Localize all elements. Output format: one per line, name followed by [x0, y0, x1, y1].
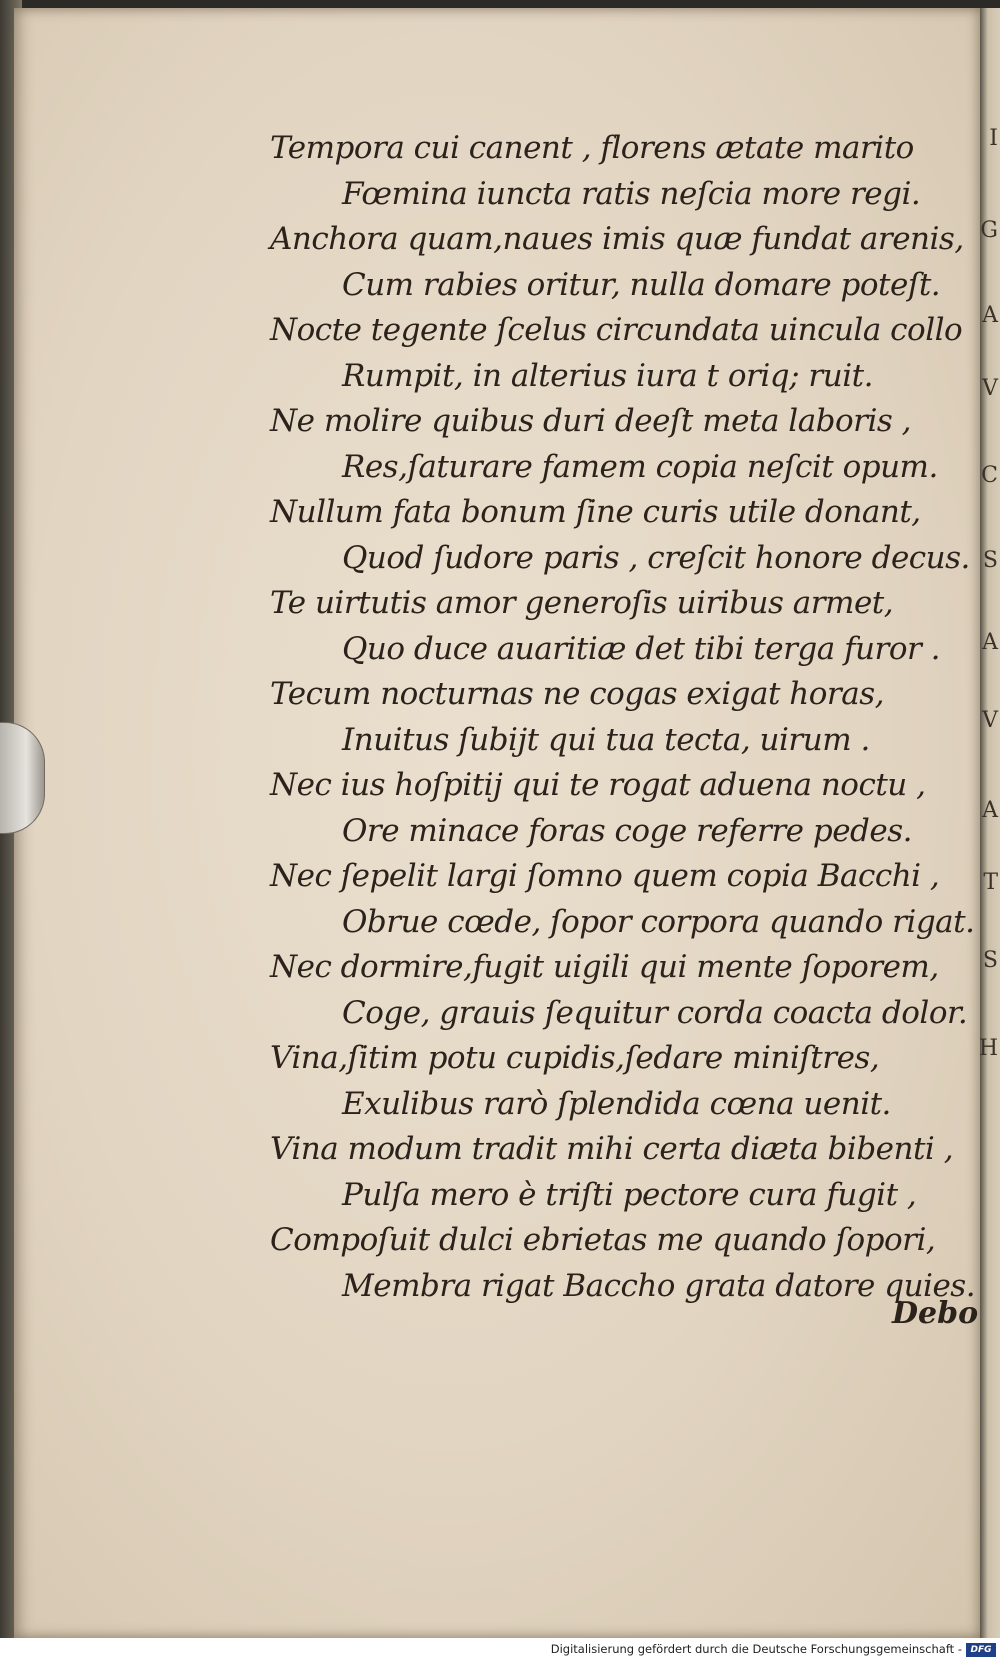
verse-line: Membra rigat Baccho grata datore quies.	[342, 1267, 976, 1304]
verse-line: Anchora quam,naues imis quæ fundat arenis,	[270, 221, 964, 257]
verse-line: Inuitus ſubijt qui tua tecta, uirum .	[342, 721, 870, 758]
verse-line: Ore minace foras coge referre pedes.	[342, 812, 912, 849]
verse-line: Tempora cui canent , florens ætate marito	[270, 130, 914, 166]
facing-page-letter: A	[982, 303, 998, 328]
verse-line: Nec ius hoſpitij qui te rogat aduena noctu ,	[270, 767, 926, 803]
verse-line: Quo duce auaritiæ det tibi terga furor .	[342, 630, 941, 667]
verse-line: Quod ſudore paris , creſcit honore decus.	[342, 539, 970, 576]
verse-line: Cum rabies oritur, nulla domare poteſt.	[342, 266, 941, 303]
verse-line: Nocte tegente ſcelus circundata uincula collo	[270, 312, 963, 348]
facing-page-edge	[980, 8, 1000, 1638]
poem-text	[270, 126, 976, 1309]
book-page	[14, 8, 980, 1638]
facing-page-letter: C	[981, 463, 998, 488]
verse-line: Ne molire quibus duri deeſt meta laboris ,	[270, 403, 912, 439]
verse-line: Res,ſaturare famem copia neſcit opum.	[342, 448, 938, 485]
verse-line: Tecum nocturnas ne cogas exigat horas,	[270, 676, 884, 712]
verse-line: Te uirtutis amor generoſis uiribus armet,	[270, 585, 894, 621]
catchword: Debo	[892, 1296, 979, 1331]
verse-line: Nec ſepelit largi ſomno quem copia Bacchi ,	[270, 858, 940, 894]
facing-page-letter: S	[982, 948, 998, 973]
facing-page-letter: I	[989, 126, 998, 151]
funding-credit: Digitalisierung gefördert durch die Deutsche Forschungsgemeinschaft -	[550, 1642, 962, 1656]
facing-page-letter: A	[982, 798, 998, 823]
facing-page-letter: V	[982, 376, 998, 401]
facing-page-letter: T	[983, 870, 998, 895]
verse-line: Fœmina iuncta ratis neſcia more regi.	[342, 175, 921, 212]
verse-line: Pulſa mero è triſti pectore cura fugit ,	[342, 1176, 917, 1213]
facing-page-letter: H	[978, 1036, 998, 1061]
verse-line: Vina,ſitim potu cupidis,ſedare miniſtres,	[270, 1040, 880, 1076]
verse-line: Rumpit, in alterius iura t oriq; ruit.	[342, 357, 873, 394]
digitization-footer	[0, 1638, 1000, 1663]
dfg-logo: DFG	[966, 1643, 996, 1657]
facing-page-letter: S	[982, 548, 998, 573]
verse-line: Obrue cœde, ſopor corpora quando rigat.	[342, 903, 975, 940]
verse-line: Vina modum tradit mihi certa diæta bibenti ,	[270, 1131, 954, 1167]
verse-line: Nullum fata bonum ſine curis utile donant,	[270, 494, 921, 530]
verse-line: Exulibus rarò ſplendida cœna uenit.	[342, 1085, 891, 1122]
verse-line: Nec dormire,fugit uigili qui mente ſoporem,	[270, 949, 939, 985]
facing-page-letter: V	[982, 708, 998, 733]
verse-line: Coge, grauis ſequitur corda coacta dolor.	[342, 994, 968, 1031]
verse-line: Compoſuit dulci ebrietas me quando ſopori,	[270, 1222, 936, 1258]
facing-page-letter: G	[980, 218, 998, 243]
facing-page-letter: A	[982, 630, 998, 655]
